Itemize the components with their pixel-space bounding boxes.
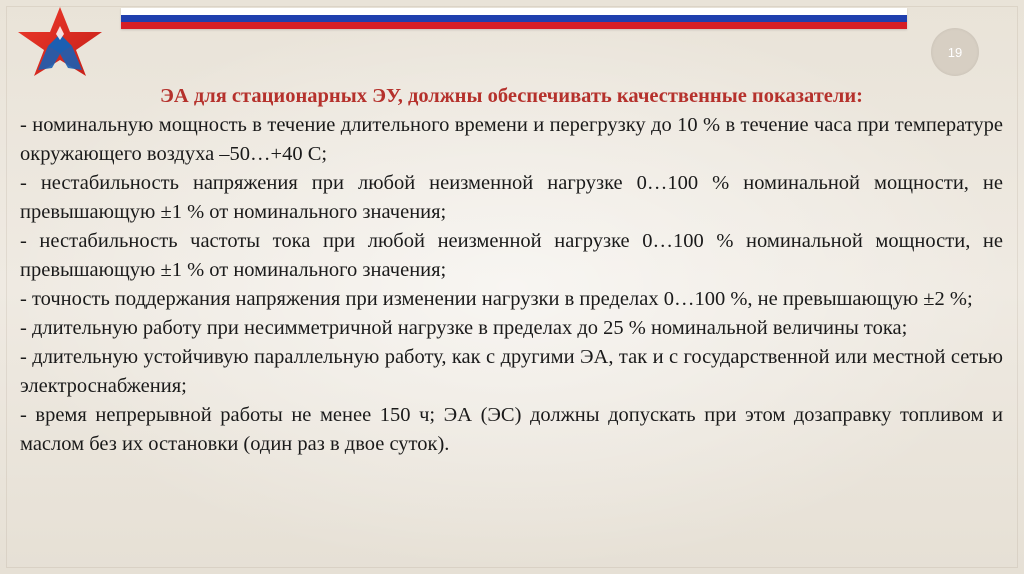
slide-content <box>20 82 1003 459</box>
flag-stripe-red <box>121 22 907 29</box>
list-item: - длительную устойчивую параллельную работу, как с другими ЭА, так и с государственной или местной сетью электроснабжения; <box>20 346 1003 397</box>
page-number: 19 <box>947 44 963 60</box>
flag-stripe-blue <box>121 15 907 22</box>
flag-stripe-white <box>121 8 907 15</box>
list-item: - длительную работу при несимметричной нагрузке в пределах до 25 % номинальной величины тока; <box>20 317 908 339</box>
list-item: - нестабильность напряжения при любой неизменной нагрузке 0…100 % номинальной мощности, не превышающую ±1 % от номинального значения; <box>20 172 1003 223</box>
page-number-badge <box>931 28 979 76</box>
list-item: - нестабильность частоты тока при любой неизменной нагрузке 0…100 % номинальной мощности, не превышающую ±1 % от номинального значения; <box>20 230 1003 281</box>
slide-heading: ЭА для стационарных ЭУ, должны обеспечивать качественные показатели: <box>159 85 864 107</box>
list-item: - точность поддержания напряжения при изменении нагрузки в пределах 0…100 %, не превышающую ±2 %; <box>20 288 973 310</box>
list-item: - время непрерывной работы не менее 150 ч; ЭА (ЭС) должны допускать при этом дозаправку топливом и маслом без их остановки (один раз в двое суток). <box>20 404 1003 455</box>
red-star-emblem-icon <box>12 4 108 80</box>
list-item: - номинальную мощность в течение длительного времени и перегрузку до 10 % в течение часа при температуре окружающего воздуха –50…+40 С; <box>20 114 1003 165</box>
russian-flag-banner <box>121 8 907 29</box>
